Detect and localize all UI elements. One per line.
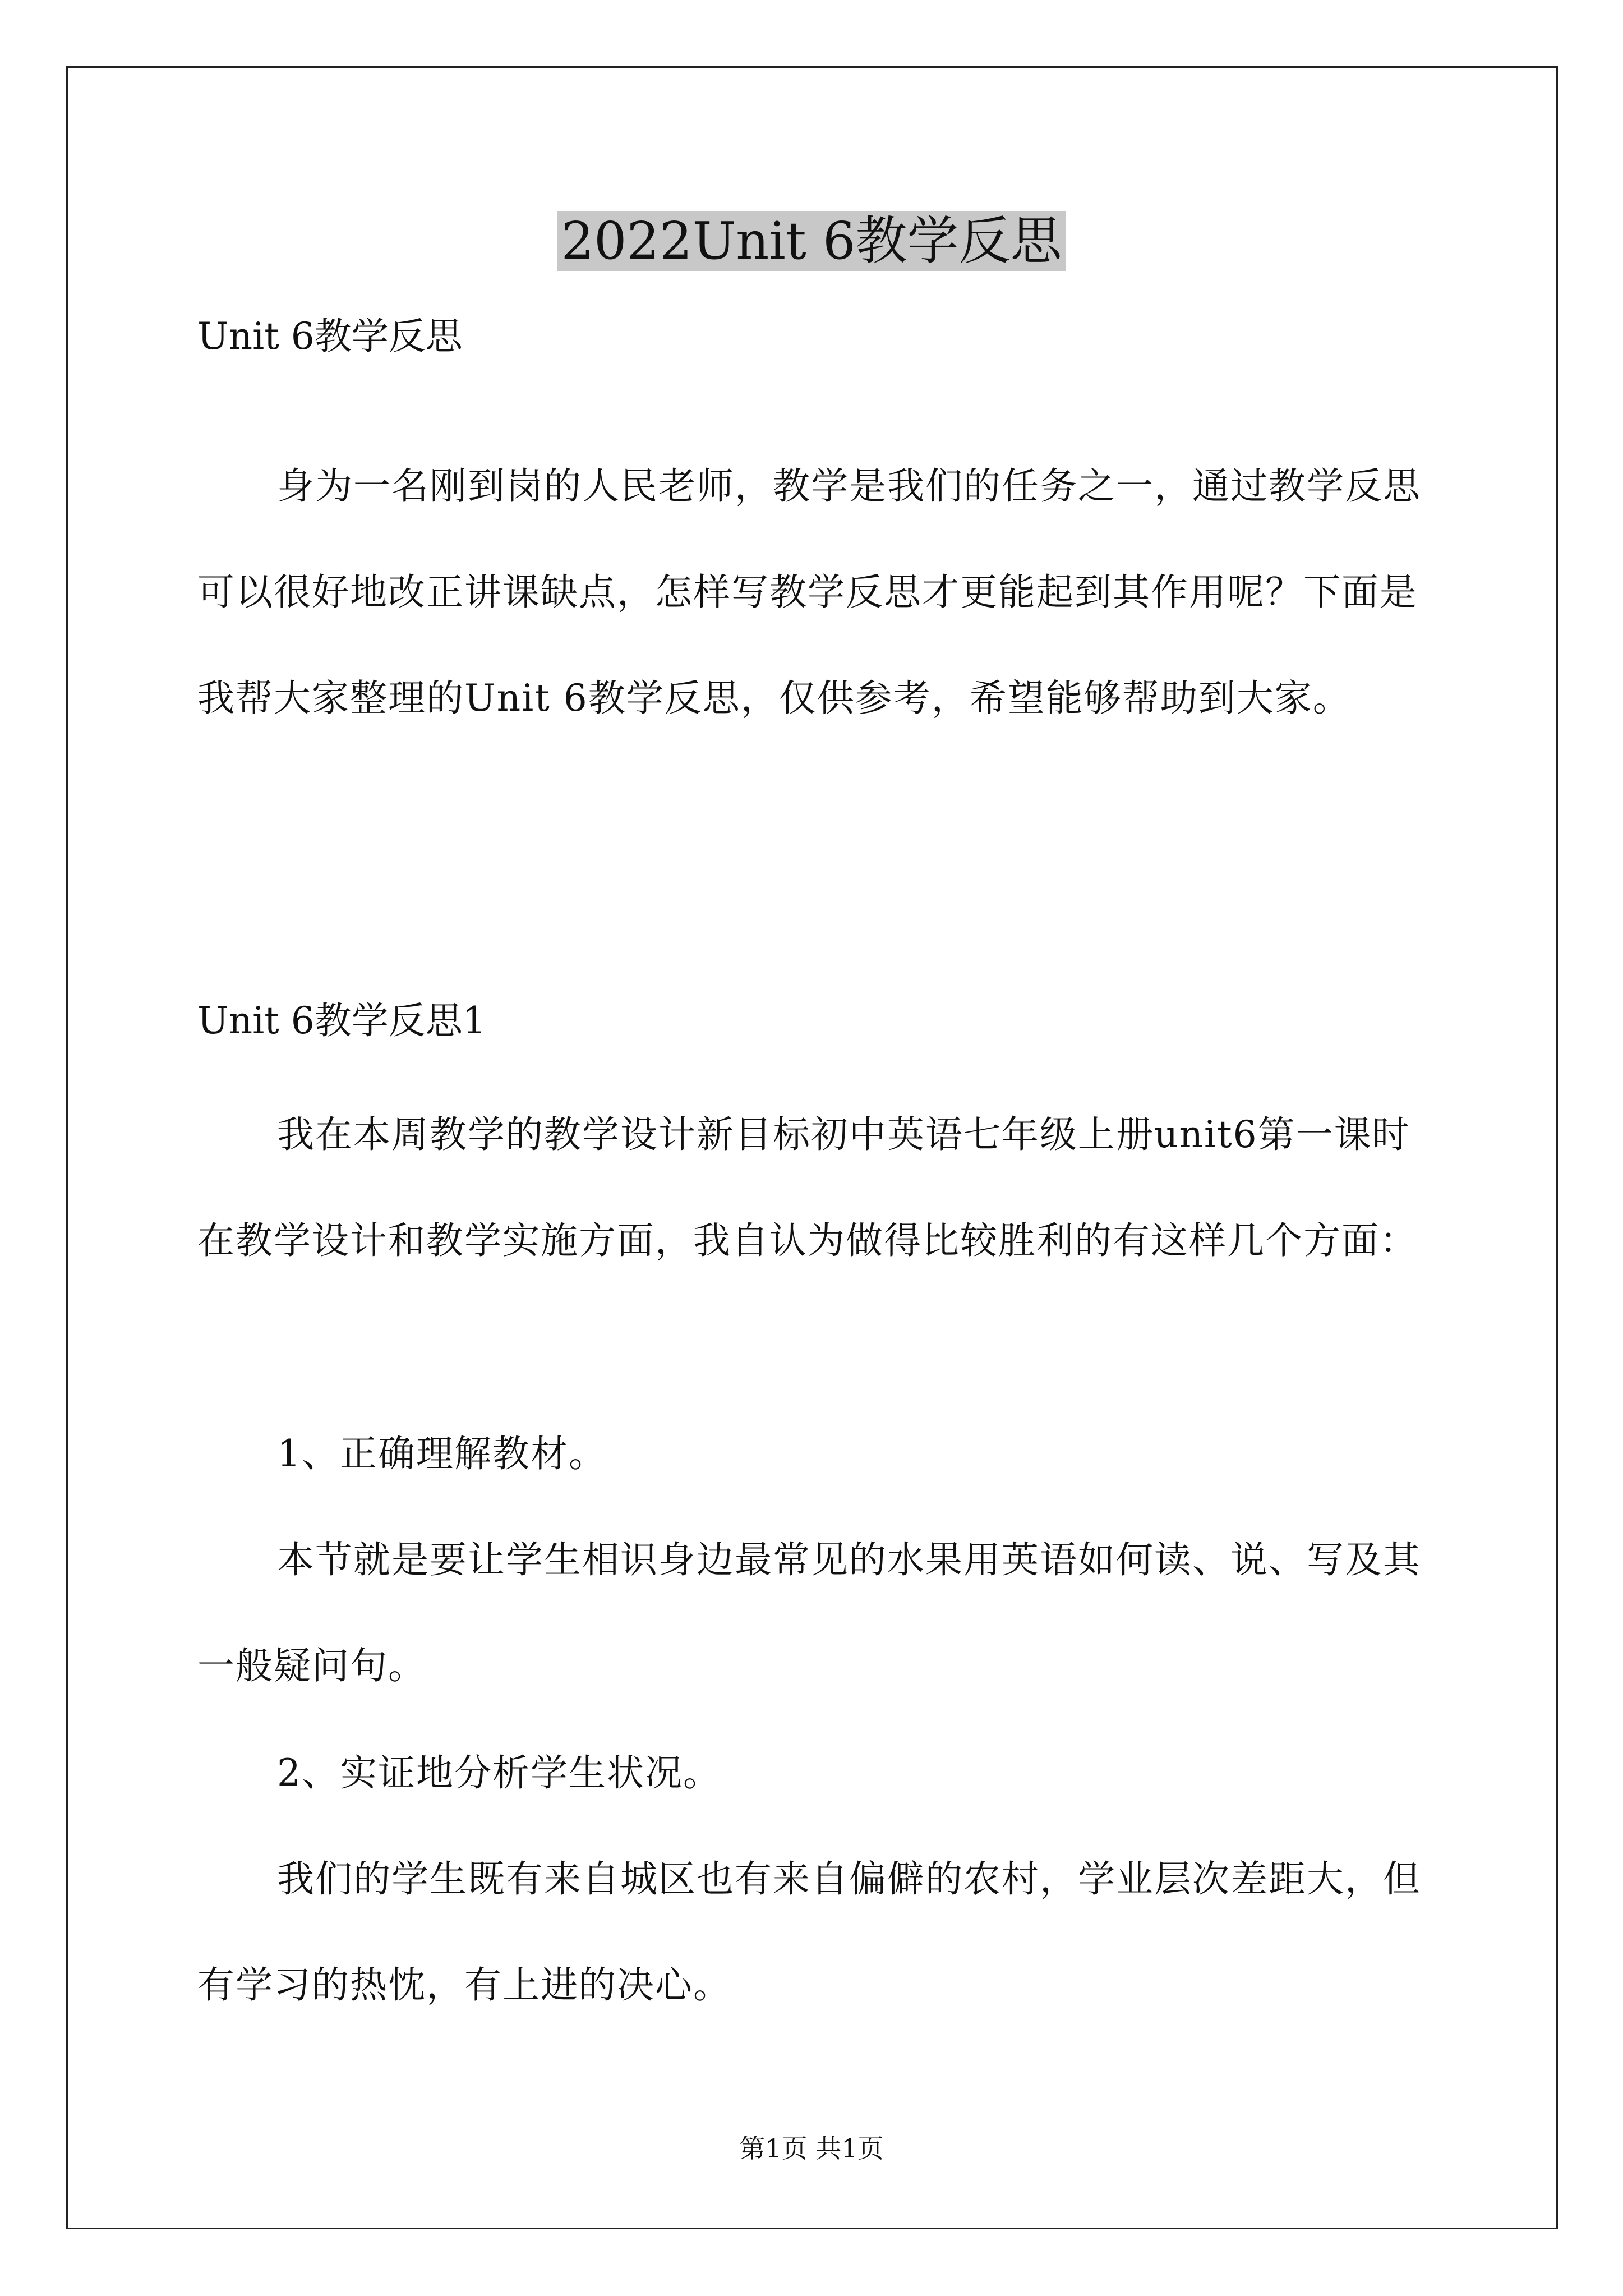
document-title-text: 2022Unit 6教学反思 (557, 211, 1065, 271)
document-subtitle: Unit 6教学反思 (197, 315, 463, 358)
body-paragraph: 本节就是要让学生相识身边最常见的水果用英语如何读、说、写及其一般疑问句。 (197, 1538, 1421, 1687)
body-paragraph: 我在本周教学的教学设计新目标初中英语七年级上册unit6第一课时在教学设计和教学实施方面，我自认为做得比较胜利的有这样几个方面： (197, 1113, 1418, 1262)
intro-paragraph: 身为一名刚到岗的人民老师，教学是我们的任务之一，通过教学反思可以很好地改正讲课缺点，怎样写教学反思才更能起到其作用呢？下面是我帮大家整理的Unit 6教学反思，仅供参考，希望能够帮助到大家。 (197, 464, 1421, 720)
body-paragraph: 我们的学生既有来自城区也有来自偏僻的农村，学业层次差距大，但有学习的热忱，有上进的决心。 (197, 1857, 1421, 2007)
page-footer: 第1页 共1页 (739, 2133, 884, 2164)
document-title (0, 208, 1623, 275)
list-item-2: 2、实证地分析学生状况。 (277, 1751, 721, 1795)
list-item-1: 1、正确理解教材。 (277, 1432, 607, 1475)
section-heading: Unit 6教学反思1 (197, 999, 486, 1042)
